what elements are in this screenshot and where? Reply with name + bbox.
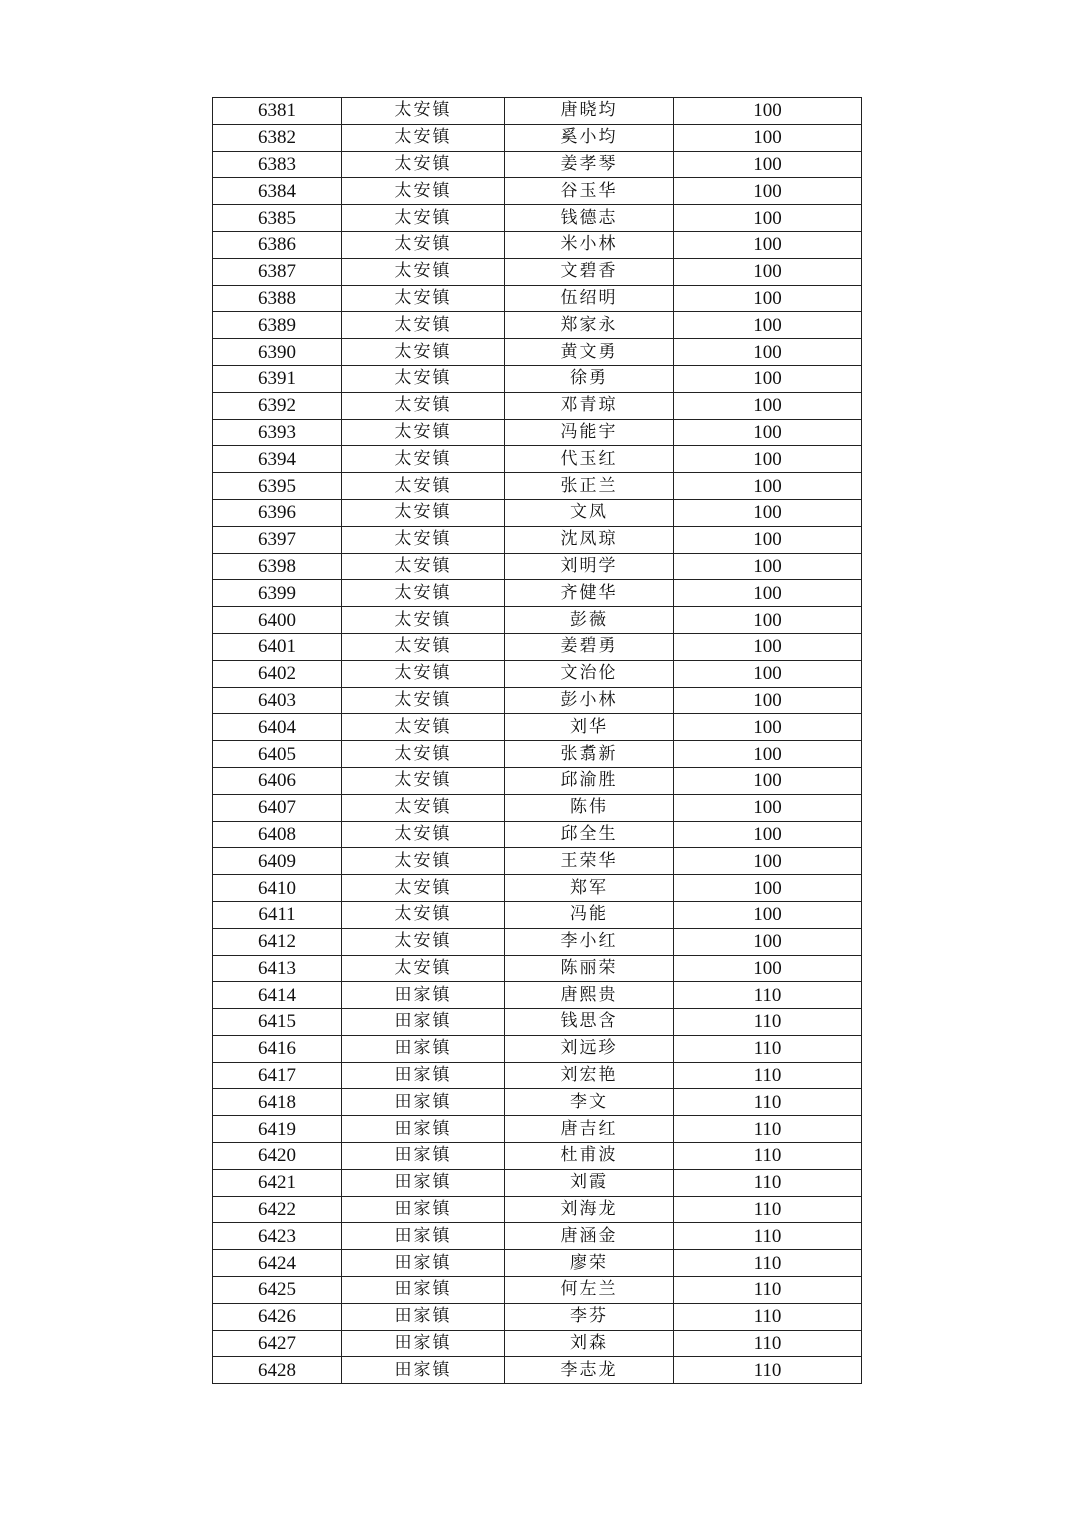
amount-cell: 110 xyxy=(674,1303,862,1330)
name-cell: 齐健华 xyxy=(505,580,674,607)
amount-cell: 100 xyxy=(674,312,862,339)
name-cell: 邱渝胜 xyxy=(505,767,674,794)
name-cell: 钱思含 xyxy=(505,1009,674,1036)
row-number-cell: 6390 xyxy=(213,339,342,366)
row-number-cell: 6387 xyxy=(213,258,342,285)
town-cell: 太安镇 xyxy=(342,205,505,232)
table-row xyxy=(213,660,862,687)
table-row xyxy=(213,982,862,1009)
row-number-cell: 6416 xyxy=(213,1035,342,1062)
amount-cell: 100 xyxy=(674,741,862,768)
town-cell: 太安镇 xyxy=(342,687,505,714)
amount-cell: 110 xyxy=(674,1116,862,1143)
name-cell: 文治伦 xyxy=(505,660,674,687)
town-cell: 田家镇 xyxy=(342,982,505,1009)
row-number-cell: 6409 xyxy=(213,848,342,875)
table-row xyxy=(213,1089,862,1116)
name-cell: 钱德志 xyxy=(505,205,674,232)
table-row xyxy=(213,767,862,794)
table-row xyxy=(213,285,862,312)
amount-cell: 100 xyxy=(674,955,862,982)
town-cell: 太安镇 xyxy=(342,660,505,687)
name-cell: 徐勇 xyxy=(505,365,674,392)
town-cell: 太安镇 xyxy=(342,231,505,258)
row-number-cell: 6396 xyxy=(213,499,342,526)
amount-cell: 110 xyxy=(674,1143,862,1170)
amount-cell: 100 xyxy=(674,178,862,205)
row-number-cell: 6403 xyxy=(213,687,342,714)
town-cell: 田家镇 xyxy=(342,1303,505,1330)
row-number-cell: 6412 xyxy=(213,928,342,955)
amount-cell: 100 xyxy=(674,205,862,232)
row-number-cell: 6384 xyxy=(213,178,342,205)
row-number-cell: 6418 xyxy=(213,1089,342,1116)
row-number-cell: 6424 xyxy=(213,1250,342,1277)
town-cell: 田家镇 xyxy=(342,1143,505,1170)
data-table xyxy=(212,97,862,1384)
table-row xyxy=(213,633,862,660)
name-cell: 姜孝琴 xyxy=(505,151,674,178)
table-row xyxy=(213,392,862,419)
town-cell: 太安镇 xyxy=(342,901,505,928)
town-cell: 田家镇 xyxy=(342,1116,505,1143)
table-row xyxy=(213,580,862,607)
table-row xyxy=(213,178,862,205)
name-cell: 文碧香 xyxy=(505,258,674,285)
town-cell: 太安镇 xyxy=(342,499,505,526)
name-cell: 刘霞 xyxy=(505,1169,674,1196)
amount-cell: 100 xyxy=(674,714,862,741)
town-cell: 太安镇 xyxy=(342,124,505,151)
amount-cell: 100 xyxy=(674,553,862,580)
table-row xyxy=(213,1035,862,1062)
name-cell: 郑家永 xyxy=(505,312,674,339)
amount-cell: 100 xyxy=(674,419,862,446)
amount-cell: 100 xyxy=(674,473,862,500)
town-cell: 太安镇 xyxy=(342,821,505,848)
row-number-cell: 6419 xyxy=(213,1116,342,1143)
amount-cell: 100 xyxy=(674,580,862,607)
table-row xyxy=(213,258,862,285)
amount-cell: 100 xyxy=(674,821,862,848)
name-cell: 刘远珍 xyxy=(505,1035,674,1062)
table-row xyxy=(213,1143,862,1170)
row-number-cell: 6397 xyxy=(213,526,342,553)
amount-cell: 100 xyxy=(674,687,862,714)
amount-cell: 100 xyxy=(674,446,862,473)
amount-cell: 100 xyxy=(674,151,862,178)
table-row xyxy=(213,714,862,741)
row-number-cell: 6411 xyxy=(213,901,342,928)
name-cell: 代玉红 xyxy=(505,446,674,473)
row-number-cell: 6386 xyxy=(213,231,342,258)
name-cell: 郑军 xyxy=(505,875,674,902)
table-row xyxy=(213,1116,862,1143)
amount-cell: 100 xyxy=(674,660,862,687)
name-cell: 刘森 xyxy=(505,1330,674,1357)
row-number-cell: 6415 xyxy=(213,1009,342,1036)
row-number-cell: 6413 xyxy=(213,955,342,982)
row-number-cell: 6382 xyxy=(213,124,342,151)
amount-cell: 100 xyxy=(674,901,862,928)
table-row xyxy=(213,955,862,982)
name-cell: 姜碧勇 xyxy=(505,633,674,660)
name-cell: 彭薇 xyxy=(505,607,674,634)
row-number-cell: 6423 xyxy=(213,1223,342,1250)
town-cell: 太安镇 xyxy=(342,928,505,955)
town-cell: 太安镇 xyxy=(342,98,505,125)
row-number-cell: 6410 xyxy=(213,875,342,902)
table-row xyxy=(213,848,862,875)
row-number-cell: 6405 xyxy=(213,741,342,768)
town-cell: 太安镇 xyxy=(342,553,505,580)
amount-cell: 100 xyxy=(674,231,862,258)
amount-cell: 110 xyxy=(674,1277,862,1304)
table-row xyxy=(213,1062,862,1089)
name-cell: 冯能 xyxy=(505,901,674,928)
table-row xyxy=(213,151,862,178)
amount-cell: 100 xyxy=(674,98,862,125)
amount-cell: 100 xyxy=(674,499,862,526)
amount-cell: 100 xyxy=(674,124,862,151)
name-cell: 文凤 xyxy=(505,499,674,526)
amount-cell: 110 xyxy=(674,1009,862,1036)
name-cell: 冯能宇 xyxy=(505,419,674,446)
name-cell: 李志龙 xyxy=(505,1357,674,1384)
row-number-cell: 6381 xyxy=(213,98,342,125)
name-cell: 黄文勇 xyxy=(505,339,674,366)
amount-cell: 100 xyxy=(674,767,862,794)
town-cell: 田家镇 xyxy=(342,1277,505,1304)
town-cell: 太安镇 xyxy=(342,178,505,205)
amount-cell: 100 xyxy=(674,633,862,660)
row-number-cell: 6394 xyxy=(213,446,342,473)
amount-cell: 110 xyxy=(674,1035,862,1062)
row-number-cell: 6426 xyxy=(213,1303,342,1330)
amount-cell: 100 xyxy=(674,339,862,366)
town-cell: 太安镇 xyxy=(342,392,505,419)
town-cell: 太安镇 xyxy=(342,741,505,768)
table-row xyxy=(213,1250,862,1277)
amount-cell: 110 xyxy=(674,1196,862,1223)
name-cell: 奚小均 xyxy=(505,124,674,151)
name-cell: 刘宏艳 xyxy=(505,1062,674,1089)
town-cell: 太安镇 xyxy=(342,767,505,794)
name-cell: 邓青琼 xyxy=(505,392,674,419)
row-number-cell: 6383 xyxy=(213,151,342,178)
town-cell: 田家镇 xyxy=(342,1169,505,1196)
amount-cell: 110 xyxy=(674,982,862,1009)
town-cell: 太安镇 xyxy=(342,285,505,312)
table-row xyxy=(213,1009,862,1036)
name-cell: 李小红 xyxy=(505,928,674,955)
name-cell: 陈伟 xyxy=(505,794,674,821)
table-row xyxy=(213,607,862,634)
row-number-cell: 6420 xyxy=(213,1143,342,1170)
amount-cell: 100 xyxy=(674,392,862,419)
name-cell: 何左兰 xyxy=(505,1277,674,1304)
row-number-cell: 6401 xyxy=(213,633,342,660)
row-number-cell: 6388 xyxy=(213,285,342,312)
table-row xyxy=(213,499,862,526)
table-row xyxy=(213,794,862,821)
name-cell: 彭小林 xyxy=(505,687,674,714)
amount-cell: 110 xyxy=(674,1089,862,1116)
town-cell: 太安镇 xyxy=(342,365,505,392)
town-cell: 太安镇 xyxy=(342,955,505,982)
town-cell: 太安镇 xyxy=(342,633,505,660)
amount-cell: 100 xyxy=(674,258,862,285)
row-number-cell: 6407 xyxy=(213,794,342,821)
table-row xyxy=(213,205,862,232)
town-cell: 太安镇 xyxy=(342,875,505,902)
town-cell: 田家镇 xyxy=(342,1357,505,1384)
table-row xyxy=(213,419,862,446)
table-row xyxy=(213,553,862,580)
amount-cell: 100 xyxy=(674,928,862,955)
amount-cell: 110 xyxy=(674,1223,862,1250)
town-cell: 田家镇 xyxy=(342,1035,505,1062)
town-cell: 太安镇 xyxy=(342,258,505,285)
name-cell: 唐涵金 xyxy=(505,1223,674,1250)
name-cell: 唐熙贵 xyxy=(505,982,674,1009)
amount-cell: 100 xyxy=(674,285,862,312)
table-row xyxy=(213,1357,862,1384)
town-cell: 太安镇 xyxy=(342,714,505,741)
town-cell: 田家镇 xyxy=(342,1009,505,1036)
town-cell: 太安镇 xyxy=(342,580,505,607)
table-row xyxy=(213,526,862,553)
table-row xyxy=(213,1303,862,1330)
row-number-cell: 6417 xyxy=(213,1062,342,1089)
table-row xyxy=(213,473,862,500)
town-cell: 田家镇 xyxy=(342,1223,505,1250)
town-cell: 太安镇 xyxy=(342,312,505,339)
row-number-cell: 6421 xyxy=(213,1169,342,1196)
table-row xyxy=(213,312,862,339)
name-cell: 刘海龙 xyxy=(505,1196,674,1223)
town-cell: 田家镇 xyxy=(342,1250,505,1277)
table-row xyxy=(213,687,862,714)
table-row xyxy=(213,446,862,473)
row-number-cell: 6402 xyxy=(213,660,342,687)
amount-cell: 100 xyxy=(674,848,862,875)
row-number-cell: 6392 xyxy=(213,392,342,419)
row-number-cell: 6400 xyxy=(213,607,342,634)
town-cell: 田家镇 xyxy=(342,1089,505,1116)
row-number-cell: 6395 xyxy=(213,473,342,500)
town-cell: 太安镇 xyxy=(342,473,505,500)
amount-cell: 110 xyxy=(674,1357,862,1384)
amount-cell: 100 xyxy=(674,607,862,634)
name-cell: 张翥新 xyxy=(505,741,674,768)
row-number-cell: 6404 xyxy=(213,714,342,741)
table-row xyxy=(213,928,862,955)
amount-cell: 100 xyxy=(674,365,862,392)
name-cell: 刘华 xyxy=(505,714,674,741)
name-cell: 刘明学 xyxy=(505,553,674,580)
name-cell: 伍绍明 xyxy=(505,285,674,312)
row-number-cell: 6422 xyxy=(213,1196,342,1223)
amount-cell: 110 xyxy=(674,1250,862,1277)
town-cell: 太安镇 xyxy=(342,848,505,875)
row-number-cell: 6389 xyxy=(213,312,342,339)
row-number-cell: 6385 xyxy=(213,205,342,232)
table-row xyxy=(213,1196,862,1223)
name-cell: 杜甫波 xyxy=(505,1143,674,1170)
amount-cell: 100 xyxy=(674,794,862,821)
table-row xyxy=(213,231,862,258)
name-cell: 沈凤琼 xyxy=(505,526,674,553)
row-number-cell: 6425 xyxy=(213,1277,342,1304)
name-cell: 陈丽荣 xyxy=(505,955,674,982)
table-row xyxy=(213,901,862,928)
row-number-cell: 6408 xyxy=(213,821,342,848)
name-cell: 唐晓均 xyxy=(505,98,674,125)
town-cell: 田家镇 xyxy=(342,1330,505,1357)
amount-cell: 110 xyxy=(674,1062,862,1089)
table-row xyxy=(213,365,862,392)
table-row xyxy=(213,821,862,848)
row-number-cell: 6399 xyxy=(213,580,342,607)
amount-cell: 110 xyxy=(674,1169,862,1196)
table-row xyxy=(213,741,862,768)
amount-cell: 100 xyxy=(674,526,862,553)
name-cell: 张正兰 xyxy=(505,473,674,500)
table-row xyxy=(213,339,862,366)
amount-cell: 110 xyxy=(674,1330,862,1357)
name-cell: 唐吉红 xyxy=(505,1116,674,1143)
town-cell: 田家镇 xyxy=(342,1062,505,1089)
table-row xyxy=(213,124,862,151)
name-cell: 王荣华 xyxy=(505,848,674,875)
town-cell: 田家镇 xyxy=(342,1196,505,1223)
row-number-cell: 6398 xyxy=(213,553,342,580)
row-number-cell: 6393 xyxy=(213,419,342,446)
row-number-cell: 6428 xyxy=(213,1357,342,1384)
town-cell: 太安镇 xyxy=(342,339,505,366)
name-cell: 李文 xyxy=(505,1089,674,1116)
table-row xyxy=(213,98,862,125)
row-number-cell: 6406 xyxy=(213,767,342,794)
name-cell: 邱全生 xyxy=(505,821,674,848)
name-cell: 米小林 xyxy=(505,231,674,258)
table-body xyxy=(213,98,862,1384)
row-number-cell: 6391 xyxy=(213,365,342,392)
table-row xyxy=(213,1277,862,1304)
town-cell: 太安镇 xyxy=(342,446,505,473)
town-cell: 太安镇 xyxy=(342,526,505,553)
town-cell: 太安镇 xyxy=(342,794,505,821)
amount-cell: 100 xyxy=(674,875,862,902)
name-cell: 廖荣 xyxy=(505,1250,674,1277)
town-cell: 太安镇 xyxy=(342,607,505,634)
town-cell: 太安镇 xyxy=(342,419,505,446)
table-row xyxy=(213,1330,862,1357)
name-cell: 李芬 xyxy=(505,1303,674,1330)
table-row xyxy=(213,1223,862,1250)
table-row xyxy=(213,1169,862,1196)
name-cell: 谷玉华 xyxy=(505,178,674,205)
table-row xyxy=(213,875,862,902)
town-cell: 太安镇 xyxy=(342,151,505,178)
row-number-cell: 6427 xyxy=(213,1330,342,1357)
row-number-cell: 6414 xyxy=(213,982,342,1009)
